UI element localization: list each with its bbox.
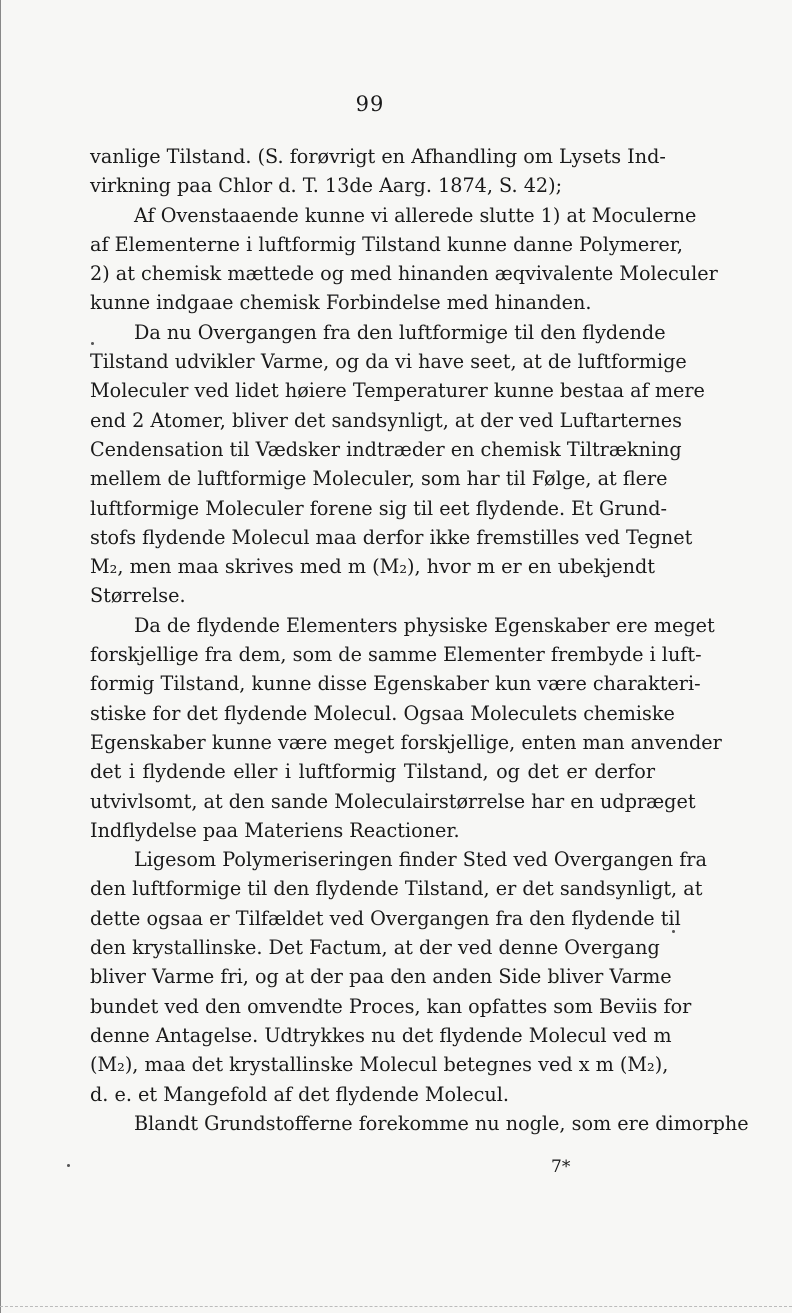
text-line: mellem de luftformige Moleculer, som har til Følge, at flere (90, 467, 668, 491)
text-line: den krystallinske. Det Factum, at der ved denne Overgang (90, 936, 660, 960)
body-text (90, 142, 749, 1138)
text-line: denne Antagelse. Udtrykkes nu det flydende Molecul ved m (90, 1023, 672, 1047)
text-line: bundet ved den omvendte Proces, kan opfattes som Beviis for (90, 994, 692, 1018)
text-line: Størrelse. (90, 584, 186, 608)
text-line: Moleculer ved lidet høiere Temperaturer kunne bestaa af mere (90, 379, 705, 403)
paragraph (90, 611, 722, 845)
text-line: luftformige Moleculer forene sig til eet flydende. Et Grund- (90, 496, 667, 520)
text-line: formig Tilstand, kunne disse Egenskaber kun være charakteri- (90, 672, 701, 696)
text-line: Ligesom Polymeriseringen finder Sted ved Overgangen fra (134, 848, 707, 872)
text-line: 2) at chemisk mættede og med hinanden æqvivalente Moleculer (90, 262, 718, 286)
text-line: Da de flydende Elementers physiske Egenskaber ere meget (134, 613, 715, 637)
text-line: af Elementerne i luftformig Tilstand kunne danne Polymerer, (90, 232, 683, 256)
text-line: utvivlsomt, at den sande Moleculairstørrelse har en udpræget (90, 789, 696, 813)
text-line: M₂, men maa skrives med m (M₂), hvor m er en ubekjendt (90, 555, 655, 579)
paragraph (90, 142, 666, 201)
text-line: bliver Varme fri, og at der paa den anden Side bliver Varme (90, 965, 672, 989)
paragraph (90, 845, 707, 1109)
text-line: virkning paa Chlor d. T. 13de Aarg. 1874, S. 42); (90, 174, 563, 198)
text-line: Da nu Overgangen fra den luftformige til den flydende (134, 320, 666, 344)
text-line: forskjellige fra dem, som de samme Elementer frembyde i luft- (90, 643, 702, 667)
paragraph (90, 201, 718, 318)
text-line: stiske for det flydende Molecul. Ogsaa Moleculets chemiske (90, 701, 675, 725)
text-line: d. e. et Mangefold af det flydende Molecul. (90, 1082, 509, 1106)
text-line: den luftformige til den flydende Tilstand, er det sandsynligt, at (90, 877, 703, 901)
text-line: Cendensation til Vædsker indtræder en chemisk Tiltrækning (90, 437, 682, 461)
text-line: Blandt Grundstofferne forekomme nu nogle, som ere dimorphe (134, 1111, 749, 1135)
text-line: dette ogsaa er Tilfældet ved Overgangen fra den flydende til (90, 906, 681, 930)
text-line: end 2 Atomer, bliver det sandsynligt, at der ved Luftarternes (90, 408, 682, 432)
paragraph (90, 318, 705, 611)
text-line: Indflydelse paa Materiens Reactioner. (90, 818, 460, 842)
page-bottom-edge (0, 1306, 792, 1308)
text-line: det i flydende eller i luftformig Tilstand, og det er derfor (90, 760, 655, 784)
signature-mark: 7* (551, 1157, 571, 1177)
text-line: Egenskaber kunne være meget forskjellige, enten man anvender (90, 730, 722, 754)
page-edge (0, 0, 1, 1313)
speck (91, 342, 94, 345)
page-number: 99 (355, 92, 385, 116)
paragraph (90, 1109, 749, 1138)
text-line: kunne indgaae chemisk Forbindelse med hinanden. (90, 291, 592, 315)
speck (672, 930, 675, 933)
text-line: stofs flydende Molecul maa derfor ikke fremstilles ved Tegnet (90, 525, 693, 549)
text-line: Af Ovenstaaende kunne vi allerede slutte 1) at Moculerne (134, 203, 697, 227)
text-line: (M₂), maa det krystallinske Molecul betegnes ved x m (M₂), (90, 1053, 669, 1077)
speck (67, 1164, 70, 1167)
text-line: Tilstand udvikler Varme, og da vi have seet, at de luftformige (90, 350, 687, 374)
text-line: vanlige Tilstand. (S. forøvrigt en Afhandling om Lysets Ind- (90, 145, 666, 168)
